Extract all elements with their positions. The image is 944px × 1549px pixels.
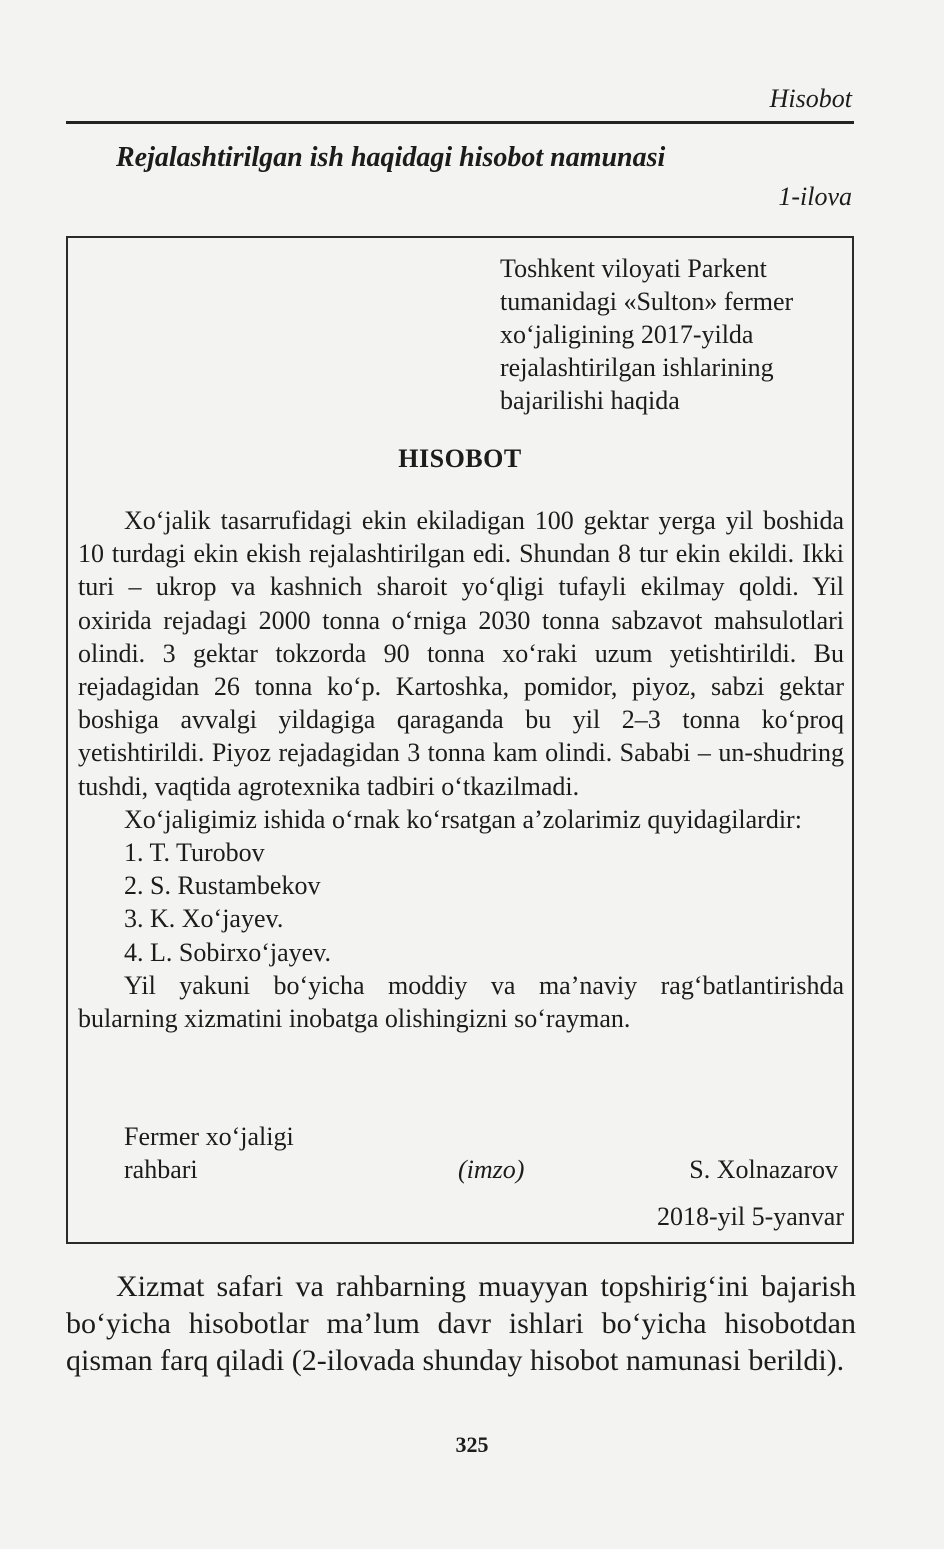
address-line: xo‘jaligining 2017-yilda: [500, 320, 754, 349]
address-line: Toshkent viloyati Parkent: [500, 254, 767, 283]
signer-name: S. Xolnazarov: [689, 1155, 838, 1184]
report-paragraph: Xo‘jalik tasarrufidagi ekin ekiladigan 100 gektar yerga yil boshida 10 turdagi ekin ekish rejalashtirilgan edi. Shundan 8 tur ekin ekildi. Ikki turi – ukrop va kashnich sharoit yo‘qligi tufayli ekilmay qoldi. Yil oxirida rejadagi 2000 tonna o‘rniga 2030 tonna sabzavot mahsulotlari olindi. 3 gektar tokzorda 90 tonna xo‘raki uzum yetishtirildi. Bu rejadagidan 26 tonna ko‘p. Kartoshka, pomidor, piyoz, sabzi gektar boshiga avvalgi yildagiga qaraganda bu yil 2–3 tonna ko‘proq yetishtirildi. Piyoz rejadagidan 3 tonna kam olindi. Sababi – un-shudring tushdi, vaqtida agrotexnika tadbiri o‘tkazilmadi.: [78, 506, 844, 801]
signer-role-line2: rahbari: [124, 1155, 198, 1184]
appendix-label: 1-ilova: [778, 182, 852, 211]
report-date: 2018-yil 5-yanvar: [656, 1202, 844, 1231]
closing-paragraph: Xizmat safari va rahbarning muayyan topshirig‘ini bajarish bo‘yicha hisobotlar ma’lum davr ishlari bo‘yicha hisobotdan qisman farq qiladi (2-ilovada shunday hisobot namunasi berildi).: [66, 1270, 856, 1377]
page-number: 325: [455, 1432, 489, 1457]
signer-role-line1: Fermer xo‘jaligi: [124, 1122, 294, 1151]
member-item: 1. T. Turobov: [124, 838, 265, 868]
member-item: 3. K. Xo‘jayev.: [124, 904, 284, 934]
address-line: rejalashtirilgan ishlarining: [500, 353, 774, 382]
member-item: 2. S. Rustambekov: [124, 871, 321, 901]
running-title: Hisobot: [769, 84, 852, 113]
report-body: [78, 504, 844, 1035]
address-line: tumanidagi «Sulton» fermer: [500, 287, 794, 316]
report-heading: HISOBOT: [398, 444, 522, 473]
document-title: Rejalashtirilgan ish haqidagi hisobot namunasi: [116, 142, 666, 173]
member-item: 4. L. Sobirxo‘jayev.: [124, 937, 331, 967]
address-line: bajarilishi haqida: [500, 386, 680, 415]
address-block: [500, 252, 850, 417]
report-paragraph: Xo‘jaligimiz ishida o‘rnak ko‘rsatgan a’zolarimiz quyidagilardir:: [124, 804, 802, 834]
header-rule: [66, 121, 854, 124]
signature-placeholder: (imzo): [458, 1155, 525, 1184]
members-list: [78, 836, 844, 969]
report-sample-box: [66, 236, 854, 1244]
report-paragraph: Yil yakuni bo‘yicha moddiy va ma’naviy rag‘batlantirishda bularning xizmatini inobatga olishingizni so‘rayman.: [78, 970, 844, 1034]
